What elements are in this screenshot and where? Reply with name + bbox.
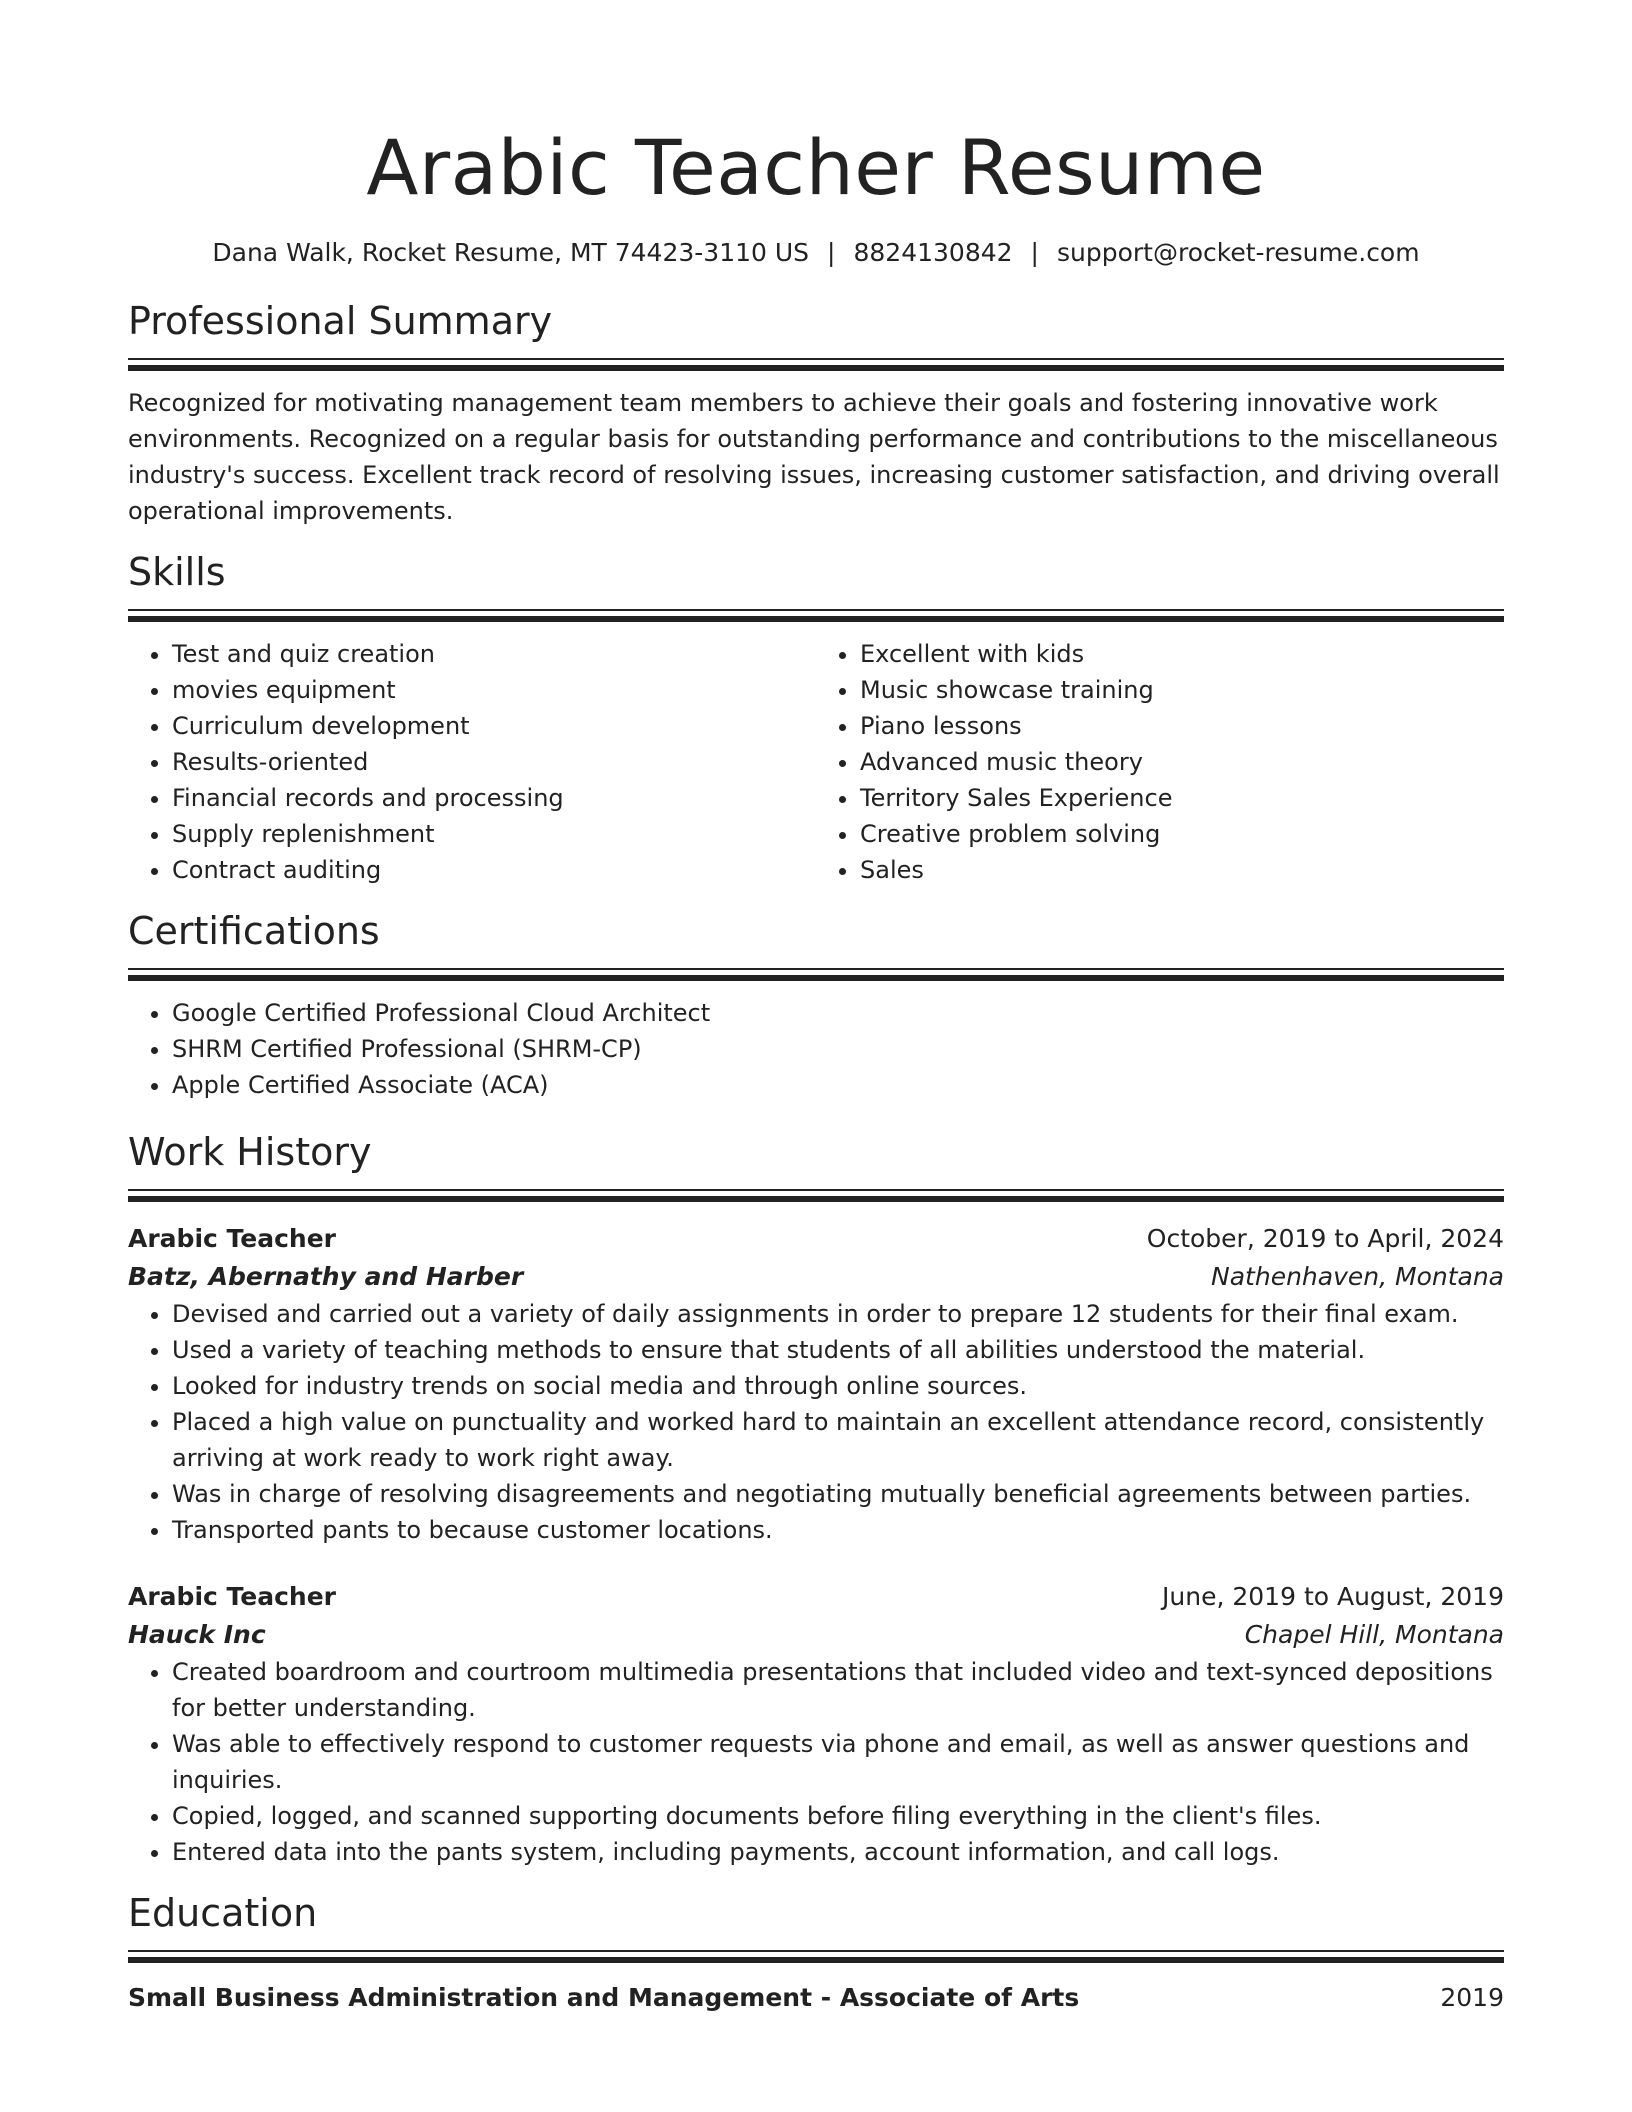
- summary-section: [128, 296, 1504, 529]
- job-dates: June, 2019 to August, 2019: [1162, 1582, 1504, 1611]
- job-bullet: • Used a variety of teaching methods to ensure that students of all abilities understood the material.: [172, 1332, 1504, 1368]
- job-bullets: [128, 1654, 1504, 1870]
- contact-separator: |: [1030, 238, 1039, 267]
- skill-item: • Advanced music theory: [860, 744, 1504, 780]
- education-row: [128, 1979, 1504, 2017]
- skill-item: • Music showcase training: [860, 672, 1504, 708]
- certifications-heading: Certifications: [128, 909, 380, 953]
- skill-item: • Financial records and processing: [172, 780, 816, 816]
- section-divider: [128, 1950, 1504, 1963]
- education-year: 2019: [1440, 1983, 1504, 2012]
- education-heading: Education: [128, 1891, 318, 1935]
- contact-phone: 8824130842: [853, 238, 1013, 267]
- contact-email: support@rocket-resume.com: [1056, 238, 1420, 267]
- job-title: Arabic Teacher: [128, 1224, 336, 1253]
- job-bullet: • Created boardroom and courtroom multimedia presentations that included video and text-synced depositions for better understanding.: [172, 1654, 1504, 1726]
- job-bullet: • Was in charge of resolving disagreements and negotiating mutually beneficial agreements between parties.: [172, 1476, 1504, 1512]
- skill-item: • Contract auditing: [172, 852, 816, 888]
- job-bullet: • Was able to effectively respond to customer requests via phone and email, as well as answer questions and inquiries.: [172, 1726, 1504, 1798]
- skills-grid: [128, 636, 1504, 888]
- work-history-section: [128, 1127, 1504, 1870]
- job-header-row: [128, 1220, 1504, 1258]
- job-location: Chapel Hill, Montana: [1244, 1620, 1504, 1649]
- job-bullet: • Placed a high value on punctuality and worked hard to maintain an excellent attendance record, consistently arriving at work ready to work right away.: [172, 1404, 1504, 1476]
- skill-item: • Territory Sales Experience: [860, 780, 1504, 816]
- job-company-row: [128, 1258, 1504, 1296]
- job-bullet: • Devised and carried out a variety of daily assignments in order to prepare 12 students for their final exam.: [172, 1296, 1504, 1332]
- certification-item: • SHRM Certified Professional (SHRM-CP): [172, 1031, 1504, 1067]
- job-entry: [128, 1220, 1504, 1548]
- section-divider: [128, 968, 1504, 981]
- section-divider: [128, 1189, 1504, 1202]
- contact-line: [128, 236, 1504, 270]
- certifications-list: [128, 995, 1504, 1103]
- skill-item: • Curriculum development: [172, 708, 816, 744]
- section-divider: [128, 609, 1504, 622]
- education-section: [128, 1888, 1504, 2017]
- job-bullet: • Entered data into the pants system, including payments, account information, and call logs.: [172, 1834, 1504, 1870]
- skills-list-right: [816, 636, 1504, 888]
- job-company-row: [128, 1616, 1504, 1654]
- work-history-heading: Work History: [128, 1130, 372, 1174]
- resume-title: Arabic Teacher Resume: [366, 123, 1266, 212]
- job-bullet: • Transported pants to because customer locations.: [172, 1512, 1504, 1548]
- skill-item: • Excellent with kids: [860, 636, 1504, 672]
- summary-text: Recognized for motivating management team members to achieve their goals and fostering innovative work environments. Recognized on a regular basis for outstanding performance and contributions to the miscellaneous industry's success. Excellent track record of resolving issues, increasing customer satisfaction, and driving overall operational improvements.: [128, 389, 1500, 525]
- job-bullet: • Copied, logged, and scanned supporting documents before filing everything in the client's files.: [172, 1798, 1504, 1834]
- section-divider: [128, 358, 1504, 371]
- contact-address: Dana Walk, Rocket Resume, MT 74423-3110 US: [212, 238, 810, 267]
- job-bullets: [128, 1296, 1504, 1548]
- job-dates: October, 2019 to April, 2024: [1146, 1224, 1504, 1253]
- skill-item: • Supply replenishment: [172, 816, 816, 852]
- skill-item: • Results-oriented: [172, 744, 816, 780]
- skills-section: [128, 547, 1504, 888]
- certifications-section: [128, 906, 1504, 1103]
- certification-item: • Apple Certified Associate (ACA): [172, 1067, 1504, 1103]
- job-location: Nathenhaven, Montana: [1211, 1262, 1504, 1291]
- contact-separator: |: [827, 238, 836, 267]
- skills-list-left: [128, 636, 816, 888]
- education-degree: Small Business Administration and Management - Associate of Arts: [128, 1983, 1080, 2012]
- job-bullet: • Looked for industry trends on social media and through online sources.: [172, 1368, 1504, 1404]
- summary-heading: Professional Summary: [128, 299, 553, 343]
- job-company: Batz, Abernathy and Harber: [128, 1262, 524, 1291]
- job-title: Arabic Teacher: [128, 1582, 336, 1611]
- job-company: Hauck Inc: [128, 1620, 266, 1649]
- skill-item: • movies equipment: [172, 672, 816, 708]
- job-entry: [128, 1578, 1504, 1870]
- skill-item: • Sales: [860, 852, 1504, 888]
- job-header-row: [128, 1578, 1504, 1616]
- skill-item: • Creative problem solving: [860, 816, 1504, 852]
- skill-item: • Piano lessons: [860, 708, 1504, 744]
- certification-item: • Google Certified Professional Cloud Architect: [172, 995, 1504, 1031]
- skills-heading: Skills: [128, 550, 226, 594]
- skill-item: • Test and quiz creation: [172, 636, 816, 672]
